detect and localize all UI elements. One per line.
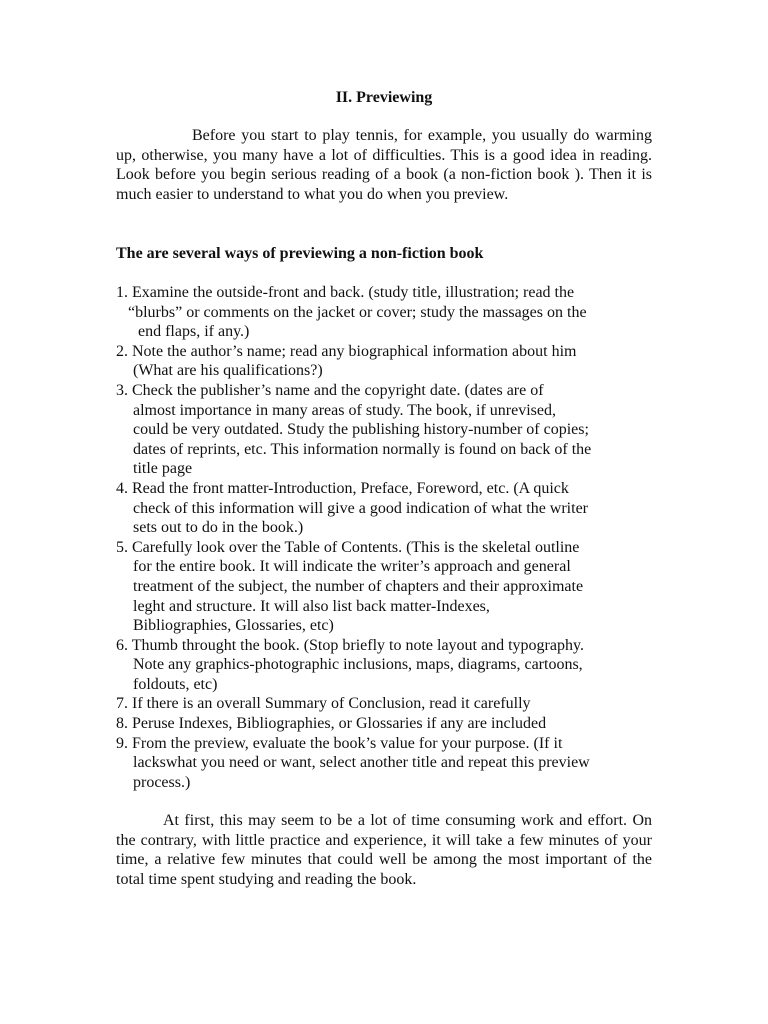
list-item (116, 479, 652, 538)
closing-paragraph (116, 811, 652, 889)
section-title (0, 88, 768, 108)
list-item-line: almost importance in many areas of study. The book, if unrevised, (133, 401, 557, 419)
list-item-line: could be very outdated. Study the publishing history-number of copies; (133, 421, 589, 439)
list-item-line: 6. Thumb throught the book. (Stop briefly to note layout and typography. (116, 636, 584, 654)
intro-text: Before you start to play tennis, for example, you usually do warming up, otherwise, you many have a lot of difficulties. This is a good idea in reading. Look before you begin serious reading of a book (a non-fiction book ). Then it is much easier to understand to what you do when you preview. (116, 127, 652, 203)
list-item-line: sets out to do in the book.) (133, 519, 304, 537)
list-item-line: 5. Carefully look over the Table of Contents. (This is the skeletal outline (116, 538, 580, 556)
list-item (116, 381, 652, 479)
previewing-steps-list (116, 283, 652, 792)
list-item-line: check of this information will give a good indication of what the writer (133, 499, 588, 517)
list-item (116, 734, 652, 793)
list-item-line: Bibliographies, Glossaries, etc) (133, 617, 334, 635)
list-item-line: dates of reprints, etc. This information normally is found on back of the (133, 440, 592, 458)
list-item-line: 2. Note the author’s name; read any biographical information about him (116, 342, 577, 360)
section-title-text: II. Previewing (335, 89, 433, 106)
list-item-line: foldouts, etc) (133, 675, 218, 693)
list-item (116, 342, 652, 381)
list-item-line: “blurbs” or comments on the jacket or cover; study the massages on the (128, 303, 587, 321)
list-item (116, 714, 652, 734)
list-item-line: 8. Peruse Indexes, Bibliographies, or Glossaries if any are included (116, 715, 547, 733)
list-item (116, 538, 652, 636)
list-item-line: Note any graphics-photographic inclusions, maps, diagrams, cartoons, (133, 656, 583, 674)
list-item-line: end flaps, if any.) (138, 323, 250, 341)
closing-text: At first, this may seem to be a lot of time consuming work and effort. On the contrary, with little practice and experience, it will take a few minutes of your time, a relative few minutes that could well be among the most important of the total time spent studying and reading the book. (116, 812, 652, 888)
list-item-line: title page (133, 460, 193, 478)
list-item-line: process.) (133, 773, 191, 791)
list-item (116, 283, 652, 342)
list-item-line: 3. Check the publisher’s name and the copyright date. (dates are of (116, 381, 544, 399)
list-item (116, 636, 652, 695)
list-item (116, 694, 652, 714)
list-item-line: lackswhat you need or want, select another title and repeat this preview (133, 754, 590, 772)
list-heading: The are several ways of previewing a non-fiction book (116, 245, 484, 262)
list-item-line: for the entire book. It will indicate the writer’s approach and general (133, 558, 571, 576)
list-item-line: 7. If there is an overall Summary of Conclusion, read it carefully (116, 695, 531, 713)
list-item-line: 1. Examine the outside-front and back. (study title, illustration; read the (116, 284, 575, 301)
list-item-line: 4. Read the front matter-Introduction, Preface, Foreword, etc. (A quick (116, 479, 569, 497)
list-item-line: treatment of the subject, the number of chapters and their approximate (133, 577, 584, 595)
list-item-line: 9. From the preview, evaluate the book’s value for your purpose. (If it (116, 734, 563, 752)
list-item-line: (What are his qualifications?) (133, 362, 323, 380)
list-item-line: leght and structure. It will also list back matter-Indexes, (133, 597, 490, 615)
intro-paragraph (116, 126, 652, 204)
